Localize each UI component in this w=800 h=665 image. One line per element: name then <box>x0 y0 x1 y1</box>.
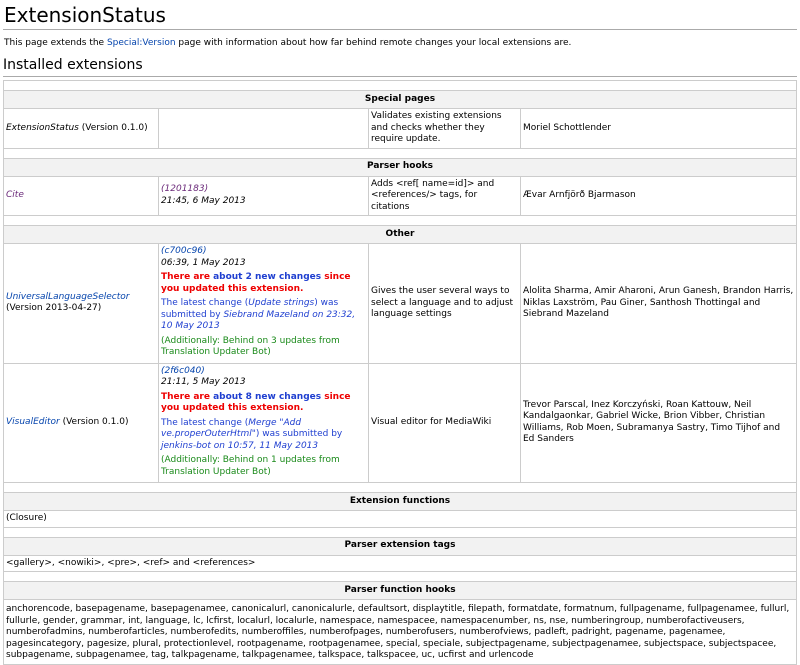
table-row <box>4 109 797 149</box>
latest-change-author: jenkins-bot <box>161 440 211 451</box>
extension-name-cell <box>4 363 159 483</box>
latest-change-date: on 23:32, 10 May 2013 <box>161 309 356 331</box>
status-cell <box>159 109 369 149</box>
status-cell <box>159 176 369 216</box>
parser-function-hooks-value: anchorencode, basepagename, basepagenamee, canonicalurl, canonicalurle, defaultsort, displaytitle, filepath, formatdate, formatnum, fullpagename, fullpagenamee, fullurl, fullurle, gender, grammar, int, language, lc, lcfirst, localurl, localurle, namespace, namespacee, namespacenumber, ns, nse, numberingroup, numberofactiveusers, numberofadmins, numberofarticles, numberofedits, numberoffiles, numberofpages, numberofusers, numberofviews, padleft, padright, pagename, pagenamee, pagesincategory, pagesize, plural, protectionlevel, rootpagename, rootpagenamee, special, speciale, subjectpagename, subjectpagenamee, subjectspace, subjectspacee, subpagename, subpagenamee, tag, talkpagename, talkpagenamee, talkspace, talkspacee, uc, ucfirst and urlencode <box>4 600 797 665</box>
intro-text <box>4 37 797 49</box>
changes-count-link[interactable]: about 2 new changes <box>213 272 322 282</box>
table-spacer <box>4 216 797 226</box>
extension-functions-value: (Closure) <box>4 511 797 528</box>
description-cell: Visual editor for MediaWiki <box>369 363 521 483</box>
description-cell: Adds <ref[ name=id]> and <references/> tags, for citations <box>369 176 521 216</box>
translation-updates: (Additionally: Behind on 3 updates from Translation Updater Bot) <box>161 335 340 357</box>
commit-date: 21:45, 6 May 2013 <box>161 195 246 206</box>
extension-name: ExtensionStatus <box>6 122 79 133</box>
page-title: ExtensionStatus <box>3 0 797 30</box>
intro-before: This page extends the <box>4 38 107 48</box>
table-spacer <box>4 148 797 158</box>
extension-name-cell <box>4 176 159 216</box>
table-row <box>4 600 797 665</box>
table-spacer <box>4 483 797 493</box>
table-row <box>4 176 797 216</box>
uls-link[interactable]: UniversalLanguageSelector <box>6 291 130 302</box>
table-spacer <box>4 81 797 91</box>
commit-date: 06:39, 1 May 2013 <box>161 257 246 268</box>
commit-hash-link[interactable]: (c700c96) <box>161 246 207 256</box>
status-cell <box>159 244 369 364</box>
authors-cell: Alolita Sharma, Amir Aharoni, Arun Ganesh, Brandon Harris, Niklas Laxström, Pau Giner, Santhosh Thottingal and Siebrand Mazeland <box>521 244 797 364</box>
commit-date: 21:11, 5 May 2013 <box>161 377 246 387</box>
authors-cell: Moriel Schottlender <box>521 109 797 149</box>
extension-name-cell <box>4 109 159 149</box>
table-spacer <box>4 527 797 537</box>
extension-version: (Version 0.1.0) <box>81 122 148 133</box>
latest-change-date: on 10:57, 11 May 2013 <box>210 440 319 451</box>
installed-extensions-heading: Installed extensions <box>3 56 797 77</box>
special-version-link[interactable]: Special:Version <box>106 38 176 48</box>
authors-cell: Ævar Arnfjörð Bjarmason <box>521 176 797 216</box>
section-extension-functions: Extension functions <box>4 493 797 511</box>
extension-version: (Version 0.1.0) <box>62 417 129 427</box>
section-parser-function-hooks: Parser function hooks <box>4 582 797 600</box>
cite-link[interactable]: Cite <box>6 190 24 200</box>
table-row <box>4 511 797 528</box>
changes-notice: There are about 2 new changes since you updated this extension. <box>161 272 351 294</box>
table-spacer <box>4 572 797 582</box>
table-row <box>4 555 797 572</box>
description-cell: Gives the user several ways to select a language and to adjust language settings <box>369 244 521 364</box>
status-cell <box>159 363 369 483</box>
table-row <box>4 363 797 483</box>
latest-change: The latest change (Update strings) was submitted by Siebrand Mazeland on 23:32, 10 May 2013 <box>161 298 356 331</box>
section-parser-hooks: Parser hooks <box>4 158 797 176</box>
latest-change-link[interactable]: Merge "Add ve.properOuterHtml" <box>161 417 302 439</box>
changes-count-link[interactable]: about 8 new changes <box>213 391 322 402</box>
latest-change: The latest change (Merge "Add ve.properOuterHtml") was submitted by jenkins-bot on 10:57, 11 May 2013 <box>161 417 343 451</box>
extensions-table <box>3 80 797 665</box>
section-parser-extension-tags: Parser extension tags <box>4 537 797 555</box>
section-other: Other <box>4 226 797 244</box>
extension-version: (Version 2013-04-27) <box>6 303 102 314</box>
latest-change-link[interactable]: Update strings <box>248 298 315 308</box>
authors-cell: Trevor Parscal, Inez Korczyński, Roan Kattouw, Neil Kandalgaonkar, Gabriel Wicke, Brion Vibber, Christian Williams, Rob Moen, Subramanya Sastry, Timo Tijhof and Ed Sanders <box>521 363 797 483</box>
commit-hash-link[interactable]: (1201183) <box>161 184 209 195</box>
extension-name-cell <box>4 244 159 364</box>
latest-change-author: Siebrand Mazeland <box>223 309 310 320</box>
intro-after: page with information about how far behind remote changes your local extensions are. <box>175 38 572 48</box>
parser-extension-tags-value: <gallery>, <nowiki>, <pre>, <ref> and <references> <box>4 555 797 572</box>
description-cell: Validates existing extensions and checks whether they require update. <box>369 109 521 149</box>
commit-hash-link[interactable]: (2f6c040) <box>161 365 205 376</box>
section-special-pages: Special pages <box>4 91 797 109</box>
table-row <box>4 244 797 364</box>
changes-notice: There are about 8 new changes since you updated this extension. <box>161 391 351 413</box>
translation-updates: (Additionally: Behind on 1 updates from Translation Updater Bot) <box>161 455 340 477</box>
visualeditor-link[interactable]: VisualEditor <box>6 417 60 427</box>
